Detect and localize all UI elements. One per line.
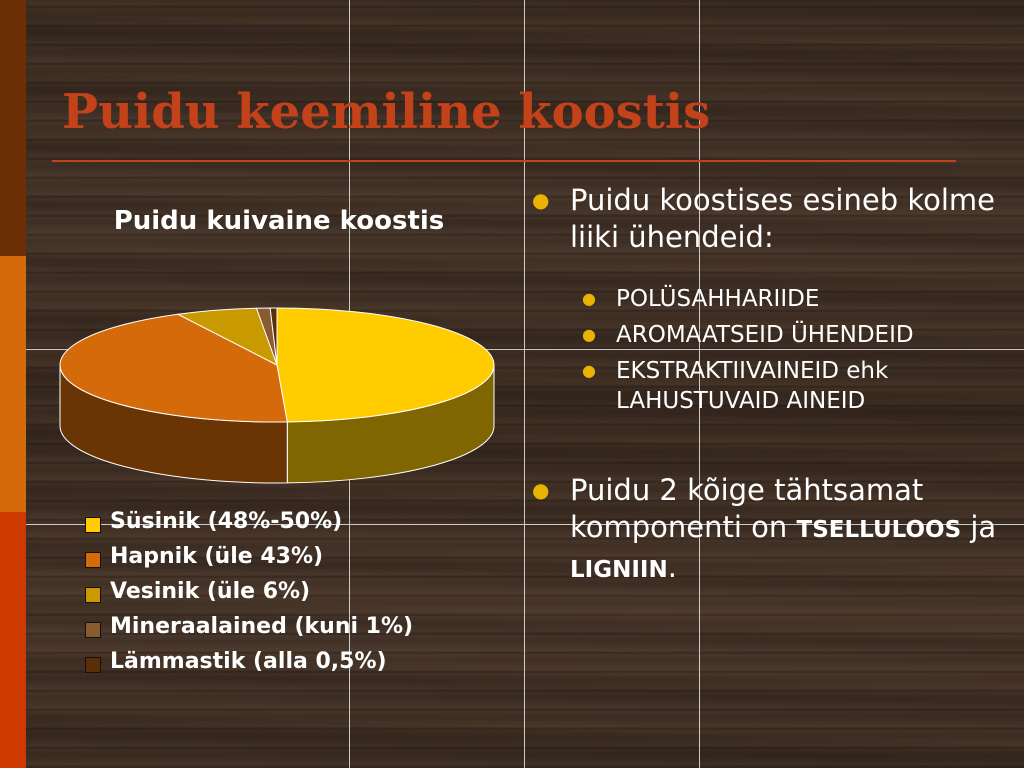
legend-swatch <box>85 657 101 673</box>
bullet-item <box>532 182 1002 256</box>
accent-strip-top <box>0 0 26 256</box>
pie-chart <box>56 302 500 492</box>
legend-swatch <box>85 622 101 638</box>
bullet-item <box>532 472 1002 589</box>
legend-swatch <box>85 587 101 603</box>
sub-bullet-text: AROMAATSEID ÜHENDEID <box>616 322 914 348</box>
legend-label: Lämmastik (alla 0,5%) <box>110 649 387 674</box>
bullet-text: Puidu koostises esineb kolme liiki ühendeid: <box>570 183 995 254</box>
sub-bullet-item <box>582 284 1002 314</box>
legend-label: Süsinik (48%-50%) <box>110 509 343 534</box>
accent-strip-bottom <box>0 512 26 768</box>
title-underline <box>52 160 956 162</box>
sub-bullet-text: POLÜSAHHARIIDE <box>616 286 820 312</box>
bullet-dot-icon: ● <box>532 188 550 212</box>
bullet-dot-icon: ● <box>582 289 596 308</box>
bullet-dot-icon: ● <box>532 478 550 502</box>
sub-bullet-item <box>582 356 1002 416</box>
bold-term: TSELLULOOS <box>796 517 962 543</box>
slide-title: Puidu keemiline koostis <box>62 84 711 140</box>
accent-strip-middle <box>0 256 26 512</box>
legend-label: Vesinik (üle 6%) <box>110 579 311 604</box>
legend-swatch <box>85 552 101 568</box>
bullet-text: . <box>667 550 677 584</box>
legend-label: Hapnik (üle 43%) <box>110 544 324 569</box>
bullet-dot-icon: ● <box>582 361 596 380</box>
sub-bullet-item <box>582 320 1002 350</box>
bold-term: LIGNIIN <box>570 557 668 583</box>
bullet-text: ja <box>961 510 997 544</box>
legend-swatch <box>85 517 101 533</box>
chart-title: Puidu kuivaine koostis <box>113 206 445 236</box>
bullet-text: Puidu 2 kõige tähtsamat komponenti on <box>570 473 924 544</box>
sub-bullet-text: EKSTRAKTIIVAINEID ehk LAHUSTUVAID AINEID <box>616 358 889 414</box>
bullet-dot-icon: ● <box>582 325 596 344</box>
legend-label: Mineraalained (kuni 1%) <box>110 614 414 639</box>
bullet-list <box>532 182 1002 589</box>
